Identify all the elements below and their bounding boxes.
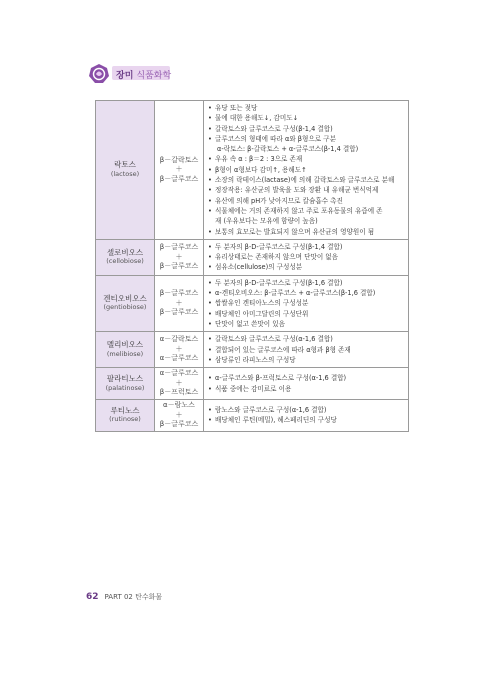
description-item: • 결합되어 있는 글루코스에 따라 α형과 β형 존재 [208, 345, 404, 355]
description-item: • 보통의 효모로는 발효되지 않으며 유산균의 영양원이 됨 [208, 227, 404, 237]
composition-cell [155, 368, 204, 400]
description-item: • β형이 α형보다 감미↑, 용해도↑ [208, 165, 404, 175]
description-item: • 섬유소(cellulose)의 구성성분 [208, 262, 404, 272]
sugar-name-cell [96, 399, 155, 431]
sugar-name-korean: 셀로비오스 [106, 247, 144, 257]
composition-cell [155, 332, 204, 368]
description-item: • 식물체에는 거의 존재하지 않고 주로 포유동물의 유즙에 존 [208, 206, 404, 216]
composition-line: β－프럭토스 [159, 388, 199, 397]
description-list [208, 103, 404, 237]
description-list [208, 278, 404, 329]
description-cell [204, 275, 409, 331]
description-item: • 소장의 락테이스(lactase)에 의해 갈락토스와 글루코스로 분해 [208, 175, 404, 185]
table-row [96, 399, 409, 431]
description-item: • 람노스와 글루코스로 구성(α-1,6 결합) [208, 405, 404, 415]
description-item: • 갈락토스와 글루코스로 구성(α-1,6 결합) [208, 334, 404, 344]
composition-line: ＋ [175, 165, 183, 174]
table-row [96, 368, 409, 400]
table-row [96, 275, 409, 331]
description-cell [204, 368, 409, 400]
description-cell [204, 239, 409, 275]
description-item: • 글루코스의 형태에 따라 α와 β형으로 구분 [208, 134, 404, 144]
description-item: • 물에 대한 용해도↓, 감미도↓ [208, 113, 404, 123]
sugar-name-korean: 락토스 [114, 160, 136, 170]
composition-line: α－갈락토스 [159, 335, 199, 344]
composition-line: ＋ [175, 378, 183, 387]
description-item: • 삼당류인 라피노스의 구성당 [208, 355, 404, 365]
description-item: • 갈락토스와 글루코스로 구성(β-1,4 결합) [208, 124, 404, 134]
rose-logo-icon [88, 63, 110, 85]
sugar-name-cell [96, 275, 155, 331]
composition-line: β－글루코스 [159, 174, 199, 183]
composition-line: β－글루코스 [159, 420, 199, 429]
description-item: • 배당체인 루틴(메밀), 헤스페리딘의 구성당 [208, 415, 404, 425]
composition-line: ＋ [175, 344, 183, 353]
composition-line: β－갈락토스 [159, 155, 199, 164]
description-item: • 쌉쌀유인 겐티아노스의 구성성분 [208, 298, 404, 308]
composition-line: β－글루코스 [159, 242, 199, 251]
page-number: 62 [86, 592, 99, 602]
sugar-name-korean: 겐티오비오스 [103, 293, 147, 303]
description-item: • α-겐티오비오스: β-글루코스 + α-글루코스(β-1,6 결합) [208, 288, 404, 298]
sugar-name-korean: 루티노스 [110, 405, 140, 415]
composition-line: β－글루코스 [159, 262, 199, 271]
description-list [208, 373, 404, 394]
sugar-name-english: (melibiose) [106, 349, 144, 358]
description-cell [204, 399, 409, 431]
description-item: • 정장작용: 유산균의 발육을 도와 장환 내 유해균 번식억제 [208, 185, 404, 195]
description-item: • 유당 또는 젖당 [208, 103, 404, 113]
description-item: • 식품 중에는 감미료로 이용 [208, 384, 404, 394]
description-item: • 유리상태로는 존재하지 않으며 단맛이 없음 [208, 252, 404, 262]
description-item: • 두 분자의 β-D-글루코스로 구성(β-1,6 결합) [208, 278, 404, 288]
composition-line: β－글루코스 [159, 308, 199, 317]
sugar-name-cell [96, 239, 155, 275]
description-list [208, 242, 404, 273]
chapter-header [88, 62, 171, 86]
composition-line: α－람노스 [163, 400, 195, 409]
composition-line: α－글루코스 [159, 369, 199, 378]
composition-cell [155, 239, 204, 275]
description-item: • α-글루코스와 β-프럭토스로 구성(α-1,6 결합) [208, 373, 404, 383]
description-item: • 우유 속 α : β＝2 : 3으로 존재 [208, 154, 404, 164]
description-item: • 두 분자의 β-D-글루코스로 구성(β-1,4 결합) [208, 242, 404, 252]
description-cell [204, 101, 409, 240]
description-item: α-락토스: β-갈락토스 + α-글루코스(β-1,4 결합) [217, 145, 359, 154]
composition-line: ＋ [175, 410, 183, 419]
table-row [96, 332, 409, 368]
chapter-number: 장미 [116, 70, 134, 81]
chapter-name: 식품화학 [136, 70, 172, 81]
description-cell [204, 332, 409, 368]
disaccharide-table [95, 100, 409, 432]
sugar-name-english: (lactose) [110, 169, 140, 178]
sugar-name-english: (palatinose) [105, 383, 145, 392]
sugar-name-english: (rutinose) [109, 415, 141, 424]
description-item: • 단맛이 없고 쓴맛이 있음 [208, 319, 404, 329]
composition-line: α－글루코스 [159, 354, 199, 363]
page-footer [86, 592, 162, 602]
table-row [96, 101, 409, 240]
sugar-name-korean: 팔라티노스 [106, 373, 144, 383]
sugar-name-cell [96, 101, 155, 240]
composition-line: ＋ [175, 252, 183, 261]
sugar-name-english: (cellobiose) [106, 257, 144, 266]
description-list [208, 334, 404, 365]
composition-cell [155, 101, 204, 240]
composition-line: β－글루코스 [159, 289, 199, 298]
composition-cell [155, 275, 204, 331]
composition-line: ＋ [175, 298, 183, 307]
sugar-name-cell [96, 368, 155, 400]
description-item: • 배당체인 아미그달린의 구성단위 [208, 309, 404, 319]
description-item: 재 (우유보다는 모유에 함량이 높음) [215, 217, 318, 226]
description-list [208, 405, 404, 426]
chapter-title [116, 68, 171, 81]
sugar-name-english: (gentiobiose) [103, 303, 147, 312]
sugar-name-korean: 멜리비오스 [106, 340, 144, 350]
composition-cell [155, 399, 204, 431]
description-item: • 유산에 의해 pH가 낮아지므로 칼슘흡수 촉진 [208, 196, 404, 206]
part-label: PART 02 탄수화물 [104, 593, 163, 601]
table-row [96, 239, 409, 275]
sugar-name-cell [96, 332, 155, 368]
